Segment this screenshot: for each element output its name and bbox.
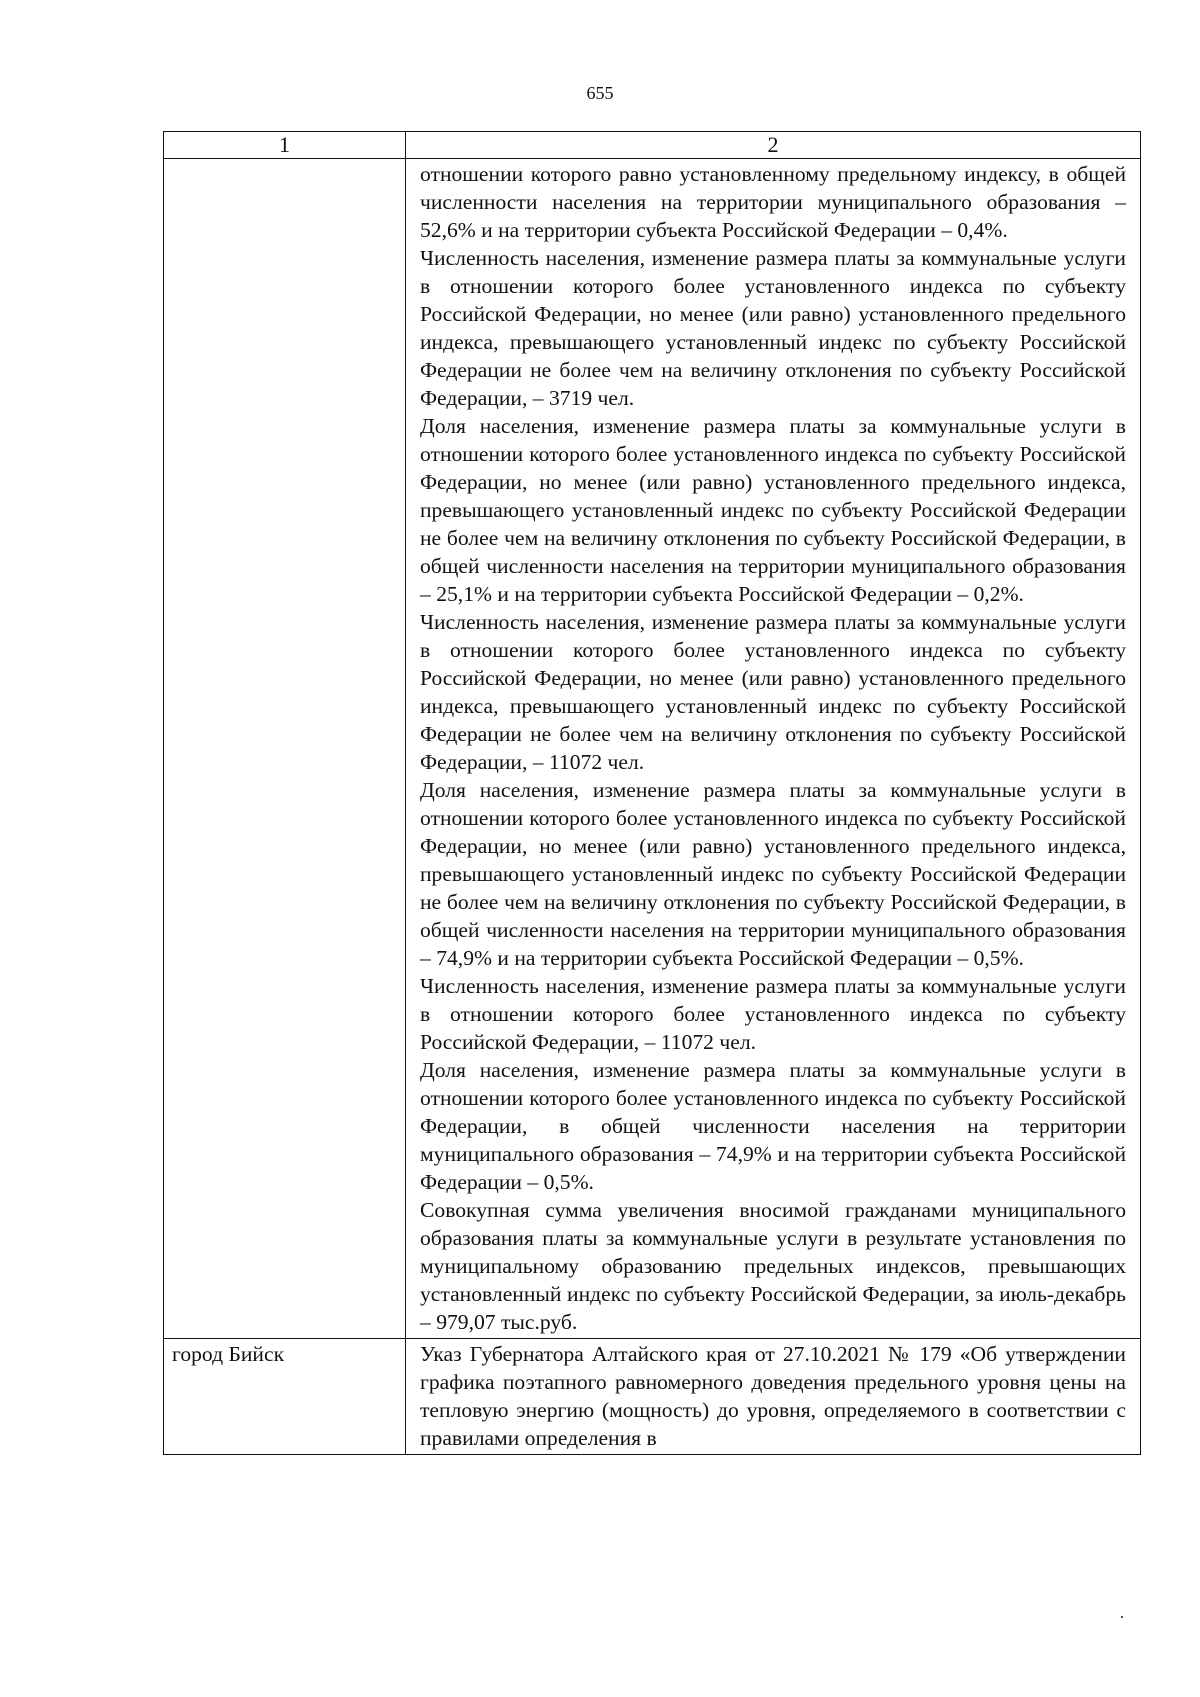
paragraph: отношении которого равно установленному предельному индексу, в общей численности населения на территории муниципального образования – 52,6% и на территории субъекта Российской Федерации – 0,4%.	[420, 162, 1126, 242]
description-cell	[406, 1339, 1141, 1455]
table-header-row	[164, 132, 1141, 159]
paragraph: Численность населения, изменение размера платы за коммунальные услуги в отношении которого более установленного индекса по субъекту Российской Федерации, но менее (или равно) установленного предельного индекса, превышающего установленный индекс по субъекту Российской Федерации не более чем на величину отклонения по субъекту Российской Федерации, – 3719 чел.	[420, 246, 1126, 410]
table-row	[164, 159, 1141, 1339]
paragraph: Доля населения, изменение размера платы за коммунальные услуги в отношении которого более установленного индекса по субъекту Российской Федерации, в общей численности населения на территории муниципального образования – 74,9% и на территории субъекта Российской Федерации – 0,5%.	[420, 1058, 1126, 1194]
page-number: 655	[586, 83, 614, 103]
scan-mark	[1121, 1616, 1123, 1618]
paragraph: Доля населения, изменение размера платы за коммунальные услуги в отношении которого более установленного индекса по субъекту Российской Федерации, но менее (или равно) установленного предельного индекса, превышающего установленный индекс по субъекту Российской Федерации не более чем на величину отклонения по субъекту Российской Федерации, в общей численности населения на территории муниципального образования – 74,9% и на территории субъекта Российской Федерации – 0,5%.	[420, 778, 1126, 970]
table-row	[164, 1339, 1141, 1455]
paragraph: Численность населения, изменение размера платы за коммунальные услуги в отношении которого более установленного индекса по субъекту Российской Федерации, – 11072 чел.	[420, 974, 1126, 1054]
paragraph: Указ Губернатора Алтайского края от 27.10.2021 № 179 «Об утверждении графика поэтапного равномерного доведения предельного уровня цены на тепловую энергию (мощность) до уровня, определяемого в соответствии с правилами определения в	[420, 1342, 1126, 1450]
municipality-cell	[164, 159, 406, 1339]
paragraph: Доля населения, изменение размера платы за коммунальные услуги в отношении которого более установленного индекса по субъекту Российской Федерации, но менее (или равно) установленного предельного индекса, превышающего установленный индекс по субъекту Российской Федерации не более чем на величину отклонения по субъекту Российской Федерации, в общей численности населения на территории муниципального образования – 25,1% и на территории субъекта Российской Федерации – 0,2%.	[420, 414, 1126, 606]
column-header-2: 2	[406, 132, 1141, 159]
description-cell	[406, 159, 1141, 1339]
document-table	[163, 131, 1141, 1455]
municipality-cell: город Бийск	[164, 1339, 406, 1455]
column-header-1: 1	[164, 132, 406, 159]
paragraph: Численность населения, изменение размера платы за коммунальные услуги в отношении которого более установленного индекса по субъекту Российской Федерации, но менее (или равно) установленного предельного индекса, превышающего установленный индекс по субъекту Российской Федерации не более чем на величину отклонения по субъекту Российской Федерации, – 11072 чел.	[420, 610, 1126, 774]
paragraph: Совокупная сумма увеличения вносимой гражданами муниципального образования платы за коммунальные услуги в результате установления по муниципальному образованию предельных индексов, превышающих установленный индекс по субъекту Российской Федерации, за июль-декабрь – 979,07 тыс.руб.	[420, 1198, 1126, 1334]
